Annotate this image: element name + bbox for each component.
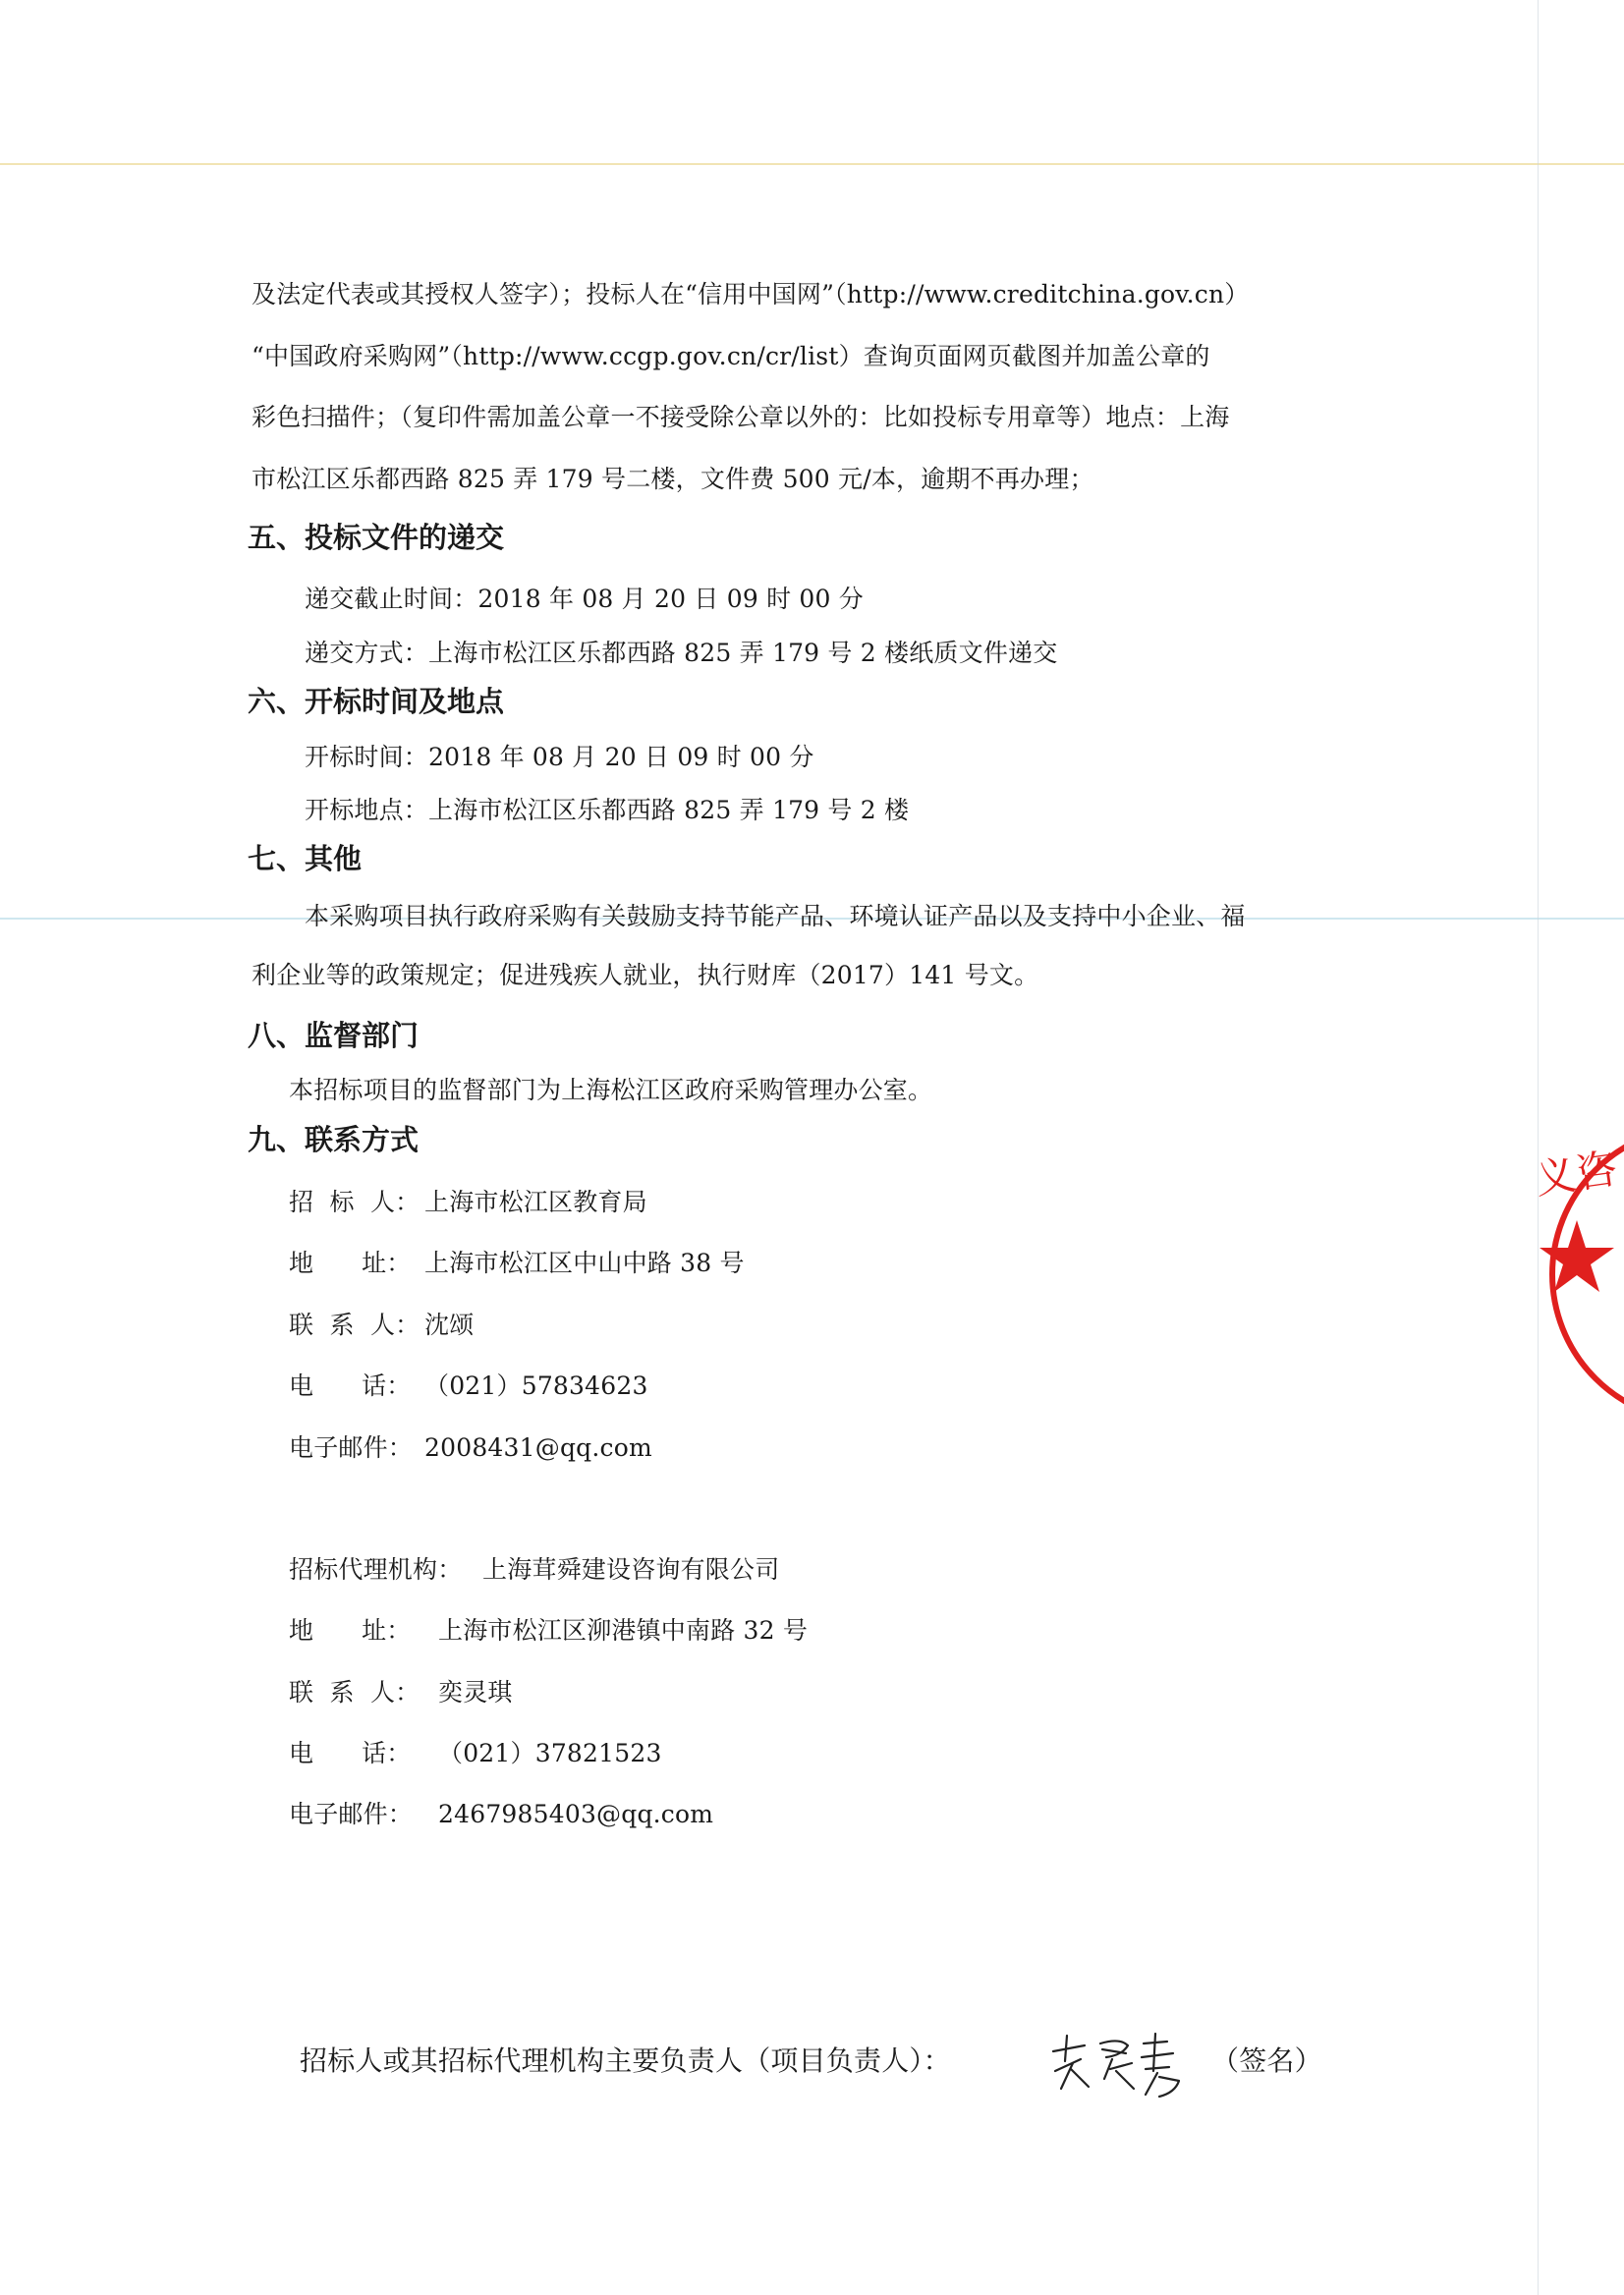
contact-value: 2008431@qq.com bbox=[424, 1433, 652, 1462]
handwritten-signature bbox=[1041, 2024, 1218, 2102]
svg-text:义咨: 义咨 bbox=[1532, 1144, 1621, 1203]
signature-suffix: （签名） bbox=[1211, 2044, 1322, 2077]
opening-location: 开标地点：上海市松江区乐都西路 825 弄 179 号 2 楼 bbox=[305, 796, 910, 824]
section-heading-opening: 六、开标时间及地点 bbox=[248, 685, 505, 718]
contact-value: 上海茸舜建设咨询有限公司 bbox=[482, 1555, 780, 1584]
section-heading-submission: 五、投标文件的递交 bbox=[248, 521, 505, 554]
signature-prefix: 招标人或其招标代理机构主要负责人（项目负责人）： bbox=[300, 2044, 951, 2077]
opening-time: 开标时间：2018 年 08 月 20 日 09 时 00 分 bbox=[305, 743, 814, 771]
section-heading-other: 七、其他 bbox=[248, 842, 363, 875]
contact-label: 电 话： bbox=[289, 1739, 412, 1767]
other-line: 利企业等的政策规定；促进残疾人就业，执行财库（2017）141 号文。 bbox=[252, 961, 1039, 989]
intro-line: “中国政府采购网”（http://www.ccgp.gov.cn/cr/list）查询页面网页截图并加盖公章的 bbox=[252, 342, 1210, 370]
contact-label: 招标代理机构： bbox=[289, 1555, 463, 1584]
contact-value: （021）57834623 bbox=[424, 1371, 648, 1400]
intro-line: 彩色扫描件；（复印件需加盖公章一不接受除公章以外的：比如投标专用章等）地点：上海 bbox=[252, 403, 1230, 431]
submission-deadline: 递交截止时间：2018 年 08 月 20 日 09 时 00 分 bbox=[305, 585, 864, 613]
contact-value: 上海市松江区中山中路 38 号 bbox=[424, 1249, 745, 1277]
contact-label: 联 系 人： bbox=[289, 1678, 420, 1707]
contact-value: 上海市松江区泖港镇中南路 32 号 bbox=[438, 1616, 809, 1645]
contact-value: 奕灵琪 bbox=[438, 1678, 513, 1707]
contact-label: 联 系 人： bbox=[289, 1311, 420, 1339]
contact-label: 招 标 人： bbox=[289, 1188, 420, 1216]
intro-line: 及法定代表或其授权人签字）；投标人在“信用中国网”（http://www.creditchina.gov.cn） bbox=[252, 280, 1250, 308]
section-heading-supervision: 八、监督部门 bbox=[248, 1019, 420, 1052]
contact-label: 电子邮件： bbox=[289, 1433, 414, 1462]
contact-label: 电 话： bbox=[289, 1371, 412, 1400]
official-seal bbox=[1518, 1112, 1624, 1436]
contact-value: 沈颂 bbox=[424, 1311, 475, 1339]
other-line: 本采购项目执行政府采购有关鼓励支持节能产品、环境认证产品以及支持中小企业、福 bbox=[305, 902, 1246, 930]
intro-line: 市松江区乐都西路 825 弄 179 号二楼，文件费 500 元/本，逾期不再办理； bbox=[252, 465, 1094, 493]
contact-value: 上海市松江区教育局 bbox=[424, 1188, 647, 1216]
supervision-line: 本招标项目的监督部门为上海松江区政府采购管理办公室。 bbox=[289, 1076, 933, 1104]
scan-line-top bbox=[0, 163, 1624, 165]
contact-label: 地 址： bbox=[289, 1616, 412, 1645]
contact-value: （021）37821523 bbox=[438, 1739, 662, 1767]
contact-value: 2467985403@qq.com bbox=[438, 1800, 714, 1828]
section-heading-contact: 九、联系方式 bbox=[248, 1123, 420, 1156]
contact-label: 地 址： bbox=[289, 1249, 412, 1277]
submission-method: 递交方式：上海市松江区乐都西路 825 弄 179 号 2 楼纸质文件递交 bbox=[305, 639, 1058, 667]
contact-label: 电子邮件： bbox=[289, 1800, 414, 1828]
